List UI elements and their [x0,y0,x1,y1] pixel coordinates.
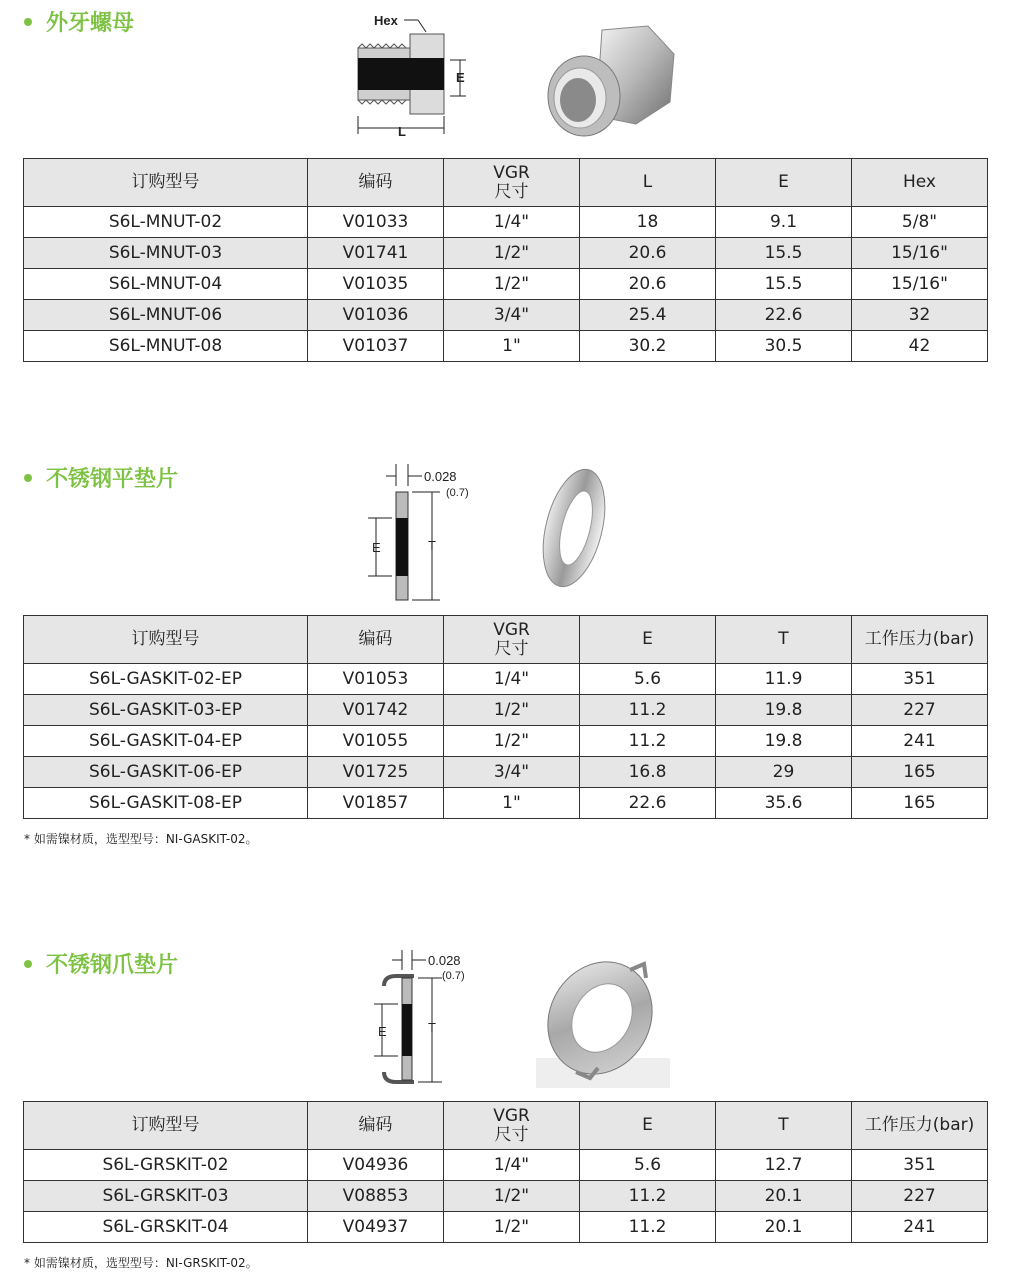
cell: V01055 [308,726,444,757]
diagram-label-l: L [398,124,406,139]
table-row [24,757,988,788]
header-vgr: VGR [493,619,530,640]
table-row [24,331,988,362]
cell: 11.2 [580,695,716,726]
cell: V01035 [308,269,444,300]
header-order-model: 订购型号 [24,159,308,207]
cell: V04936 [308,1150,444,1181]
table-row [24,238,988,269]
male-nut-photo [540,24,680,146]
section-title-text: 不锈钢爪垫片 [46,953,179,978]
table-row [24,207,988,238]
cell: 20.1 [716,1181,852,1212]
table-row [24,1212,988,1243]
cell: 18 [580,207,716,238]
cell: V01742 [308,695,444,726]
cell: V04937 [308,1212,444,1243]
male-nut-diagram [350,8,470,143]
cell: S6L-GRSKIT-02 [24,1150,308,1181]
cell: 25.4 [580,300,716,331]
table-row [24,664,988,695]
header-hex: Hex [852,159,988,207]
cell: 351 [852,664,988,695]
cell: V01053 [308,664,444,695]
cell: 165 [852,788,988,819]
diagram-label-thickness: 0.028 [428,953,461,968]
bullet-dot [24,474,32,482]
cell: 3/4" [444,300,580,331]
cell: 35.6 [716,788,852,819]
header-t: T [716,616,852,664]
cell: 227 [852,695,988,726]
diagram-label-e: E [378,1024,387,1039]
cell: 1/2" [444,695,580,726]
cell: 16.8 [580,757,716,788]
cell: 12.7 [716,1150,852,1181]
cell: S6L-MNUT-08 [24,331,308,362]
cell: 30.5 [716,331,852,362]
cell: 22.6 [716,300,852,331]
cell: 241 [852,726,988,757]
diagram-label-hex: Hex [374,13,398,28]
cell: S6L-GASKIT-08-EP [24,788,308,819]
header-vgr-size [444,1102,580,1150]
cell: 241 [852,1212,988,1243]
header-vgr: VGR [493,162,530,183]
cell: S6L-MNUT-02 [24,207,308,238]
bullet-dot [24,18,32,26]
cell: S6L-GRSKIT-03 [24,1181,308,1212]
cell: 1" [444,788,580,819]
table-row [24,300,988,331]
header-e: E [580,616,716,664]
claw-gasket-table [23,1101,988,1243]
flat-gasket-diagram [362,462,482,604]
diagram-label-e: E [456,70,465,85]
cell: 3/4" [444,757,580,788]
cell: 1/2" [444,1181,580,1212]
cell: 11.2 [580,1181,716,1212]
diagram-label-e: E [372,540,381,555]
cell: S6L-GASKIT-03-EP [24,695,308,726]
cell: V01033 [308,207,444,238]
header-working-pressure: 工作压力(bar) [852,616,988,664]
table-header-row [24,616,988,664]
cell: 227 [852,1181,988,1212]
header-l: L [580,159,716,207]
header-t: T [716,1102,852,1150]
male-nut-table [23,158,988,362]
cell: S6L-GASKIT-04-EP [24,726,308,757]
cell: V01036 [308,300,444,331]
cell: 15.5 [716,238,852,269]
flat-gasket-photo [536,462,610,596]
claw-gasket-photo [536,948,670,1088]
cell: S6L-MNUT-04 [24,269,308,300]
cell: 9.1 [716,207,852,238]
cell: S6L-GASKIT-02-EP [24,664,308,695]
cell: 1/4" [444,664,580,695]
header-size: 尺寸 [494,638,529,659]
cell: 11.2 [580,726,716,757]
header-code: 编码 [308,159,444,207]
table-row [24,726,988,757]
cell: S6L-MNUT-06 [24,300,308,331]
flat-gasket-note: * 如需镍材质，选型型号：NI-GASKIT-02。 [24,832,258,846]
table-row [24,788,988,819]
table-header-row [24,159,988,207]
cell: V08853 [308,1181,444,1212]
cell: 1/2" [444,238,580,269]
cell: 1/4" [444,1150,580,1181]
table-row [24,695,988,726]
header-order-model: 订购型号 [24,616,308,664]
cell: 1/2" [444,1212,580,1243]
cell: 1/2" [444,726,580,757]
cell: 32 [852,300,988,331]
cell: 11.2 [580,1212,716,1243]
cell: V01725 [308,757,444,788]
cell: 15/16" [852,238,988,269]
section-title-claw-gasket [24,948,178,979]
cell: 20.1 [716,1212,852,1243]
cell: 5/8" [852,207,988,238]
diagram-label-thickness: 0.028 [424,469,457,484]
diagram-label-thickness-mm: (0.7) [446,487,469,499]
header-vgr-size [444,159,580,207]
bullet-dot [24,960,32,968]
cell: 5.6 [580,1150,716,1181]
cell: 11.9 [716,664,852,695]
diagram-label-t: T [428,538,436,553]
header-size: 尺寸 [494,181,529,202]
cell: 22.6 [580,788,716,819]
cell: 20.6 [580,238,716,269]
cell: 1/4" [444,207,580,238]
cell: 1/2" [444,269,580,300]
section-title-text: 外牙螺母 [46,11,135,36]
header-order-model: 订购型号 [24,1102,308,1150]
header-code: 编码 [308,1102,444,1150]
cell: S6L-GRSKIT-04 [24,1212,308,1243]
section-title-male-nut [24,6,134,37]
cell: 5.6 [580,664,716,695]
table-row [24,1150,988,1181]
cell: 19.8 [716,726,852,757]
claw-gasket-diagram [362,948,482,1088]
cell: 20.6 [580,269,716,300]
flat-gasket-table [23,615,988,819]
diagram-label-thickness-mm: (0.7) [442,970,465,982]
cell: 165 [852,757,988,788]
section-title-text: 不锈钢平垫片 [46,467,179,492]
header-vgr: VGR [493,1105,530,1126]
cell: S6L-GASKIT-06-EP [24,757,308,788]
cell: 351 [852,1150,988,1181]
cell: V01037 [308,331,444,362]
section-title-flat-gasket [24,462,178,493]
cell: 19.8 [716,695,852,726]
table-row [24,269,988,300]
cell: 29 [716,757,852,788]
cell: V01857 [308,788,444,819]
cell: V01741 [308,238,444,269]
cell: 42 [852,331,988,362]
header-working-pressure: 工作压力(bar) [852,1102,988,1150]
header-e: E [716,159,852,207]
diagram-label-t: T [428,1020,436,1035]
cell: S6L-MNUT-03 [24,238,308,269]
claw-gasket-note: * 如需镍材质，选型型号：NI-GRSKIT-02。 [24,1256,258,1270]
table-row [24,1181,988,1212]
cell: 15.5 [716,269,852,300]
cell: 30.2 [580,331,716,362]
cell: 15/16" [852,269,988,300]
cell: 1" [444,331,580,362]
header-code: 编码 [308,616,444,664]
header-vgr-size [444,616,580,664]
header-size: 尺寸 [494,1124,529,1145]
header-e: E [580,1102,716,1150]
table-header-row [24,1102,988,1150]
